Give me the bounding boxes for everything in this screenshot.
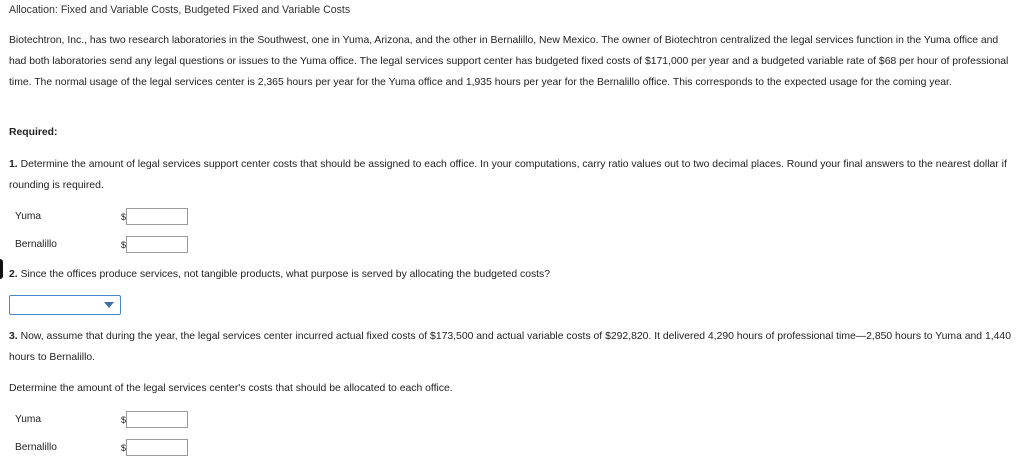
q1-bernalillo-input[interactable] bbox=[126, 236, 188, 253]
question-1 bbox=[9, 154, 1017, 196]
q3-bernalillo-currency: $ bbox=[121, 443, 127, 453]
q1-yuma-input[interactable] bbox=[126, 208, 188, 225]
question-1-text: Determine the amount of legal services support center costs that should be assigned to each office. In your computations, carry ratio values out to two decimal places. Round your final answers to the nearest dollar if rounding is required. bbox=[9, 159, 1007, 192]
question-3-number: 3. bbox=[9, 331, 18, 342]
q1-yuma-currency: $ bbox=[121, 212, 127, 222]
question-3-subtext: Determine the amount of the legal services center's costs that should be allocated to each office. bbox=[9, 383, 453, 394]
question-2 bbox=[9, 264, 1017, 285]
question-3 bbox=[9, 326, 1017, 368]
question-2-number: 2. bbox=[9, 269, 18, 280]
q3-yuma-input[interactable] bbox=[126, 411, 188, 428]
q1-bernalillo-label: Bernalillo bbox=[15, 239, 57, 250]
q3-yuma-currency: $ bbox=[121, 415, 127, 425]
question-3-text: Now, assume that during the year, the legal services center incurred actual fixed costs of $173,500 and actual variable costs of $292,820. It delivered 4,290 hours of professional time—2,850 hours to Yuma and 1,440 hours to Bernalillo. bbox=[9, 331, 1011, 364]
focus-marker bbox=[0, 259, 3, 279]
q3-bernalillo-input[interactable] bbox=[126, 439, 188, 456]
required-heading: Required: bbox=[9, 127, 58, 138]
q3-bernalillo-label: Bernalillo bbox=[15, 442, 57, 453]
q2-answer-dropdown[interactable] bbox=[9, 295, 121, 315]
q1-bernalillo-currency: $ bbox=[121, 240, 127, 250]
question-1-number: 1. bbox=[9, 159, 18, 170]
chevron-down-icon bbox=[104, 302, 114, 308]
page-title: Allocation: Fixed and Variable Costs, Budgeted Fixed and Variable Costs bbox=[9, 4, 351, 16]
question-2-text: Since the offices produce services, not tangible products, what purpose is served by allocating the budgeted costs? bbox=[20, 269, 551, 280]
q1-yuma-label: Yuma bbox=[15, 211, 42, 222]
problem-intro: Biotechtron, Inc., has two research laboratories in the Southwest, one in Yuma, Arizona, and the other in Bernalillo, New Mexico. The owner of Biotechtron centralized the legal services function in the Yuma office and had both laboratories send any legal questions or issues to the Yuma office. The legal services support center has budgeted fixed costs of $171,000 per year and a budgeted variable rate of $68 per hour of professional time. The normal usage of the legal services center is 2,365 hours per year for the Yuma office and 1,935 hours per year for the Bernalillo office. This corresponds to the expected usage for the coming year. bbox=[9, 35, 1009, 89]
q3-yuma-label: Yuma bbox=[15, 414, 42, 425]
